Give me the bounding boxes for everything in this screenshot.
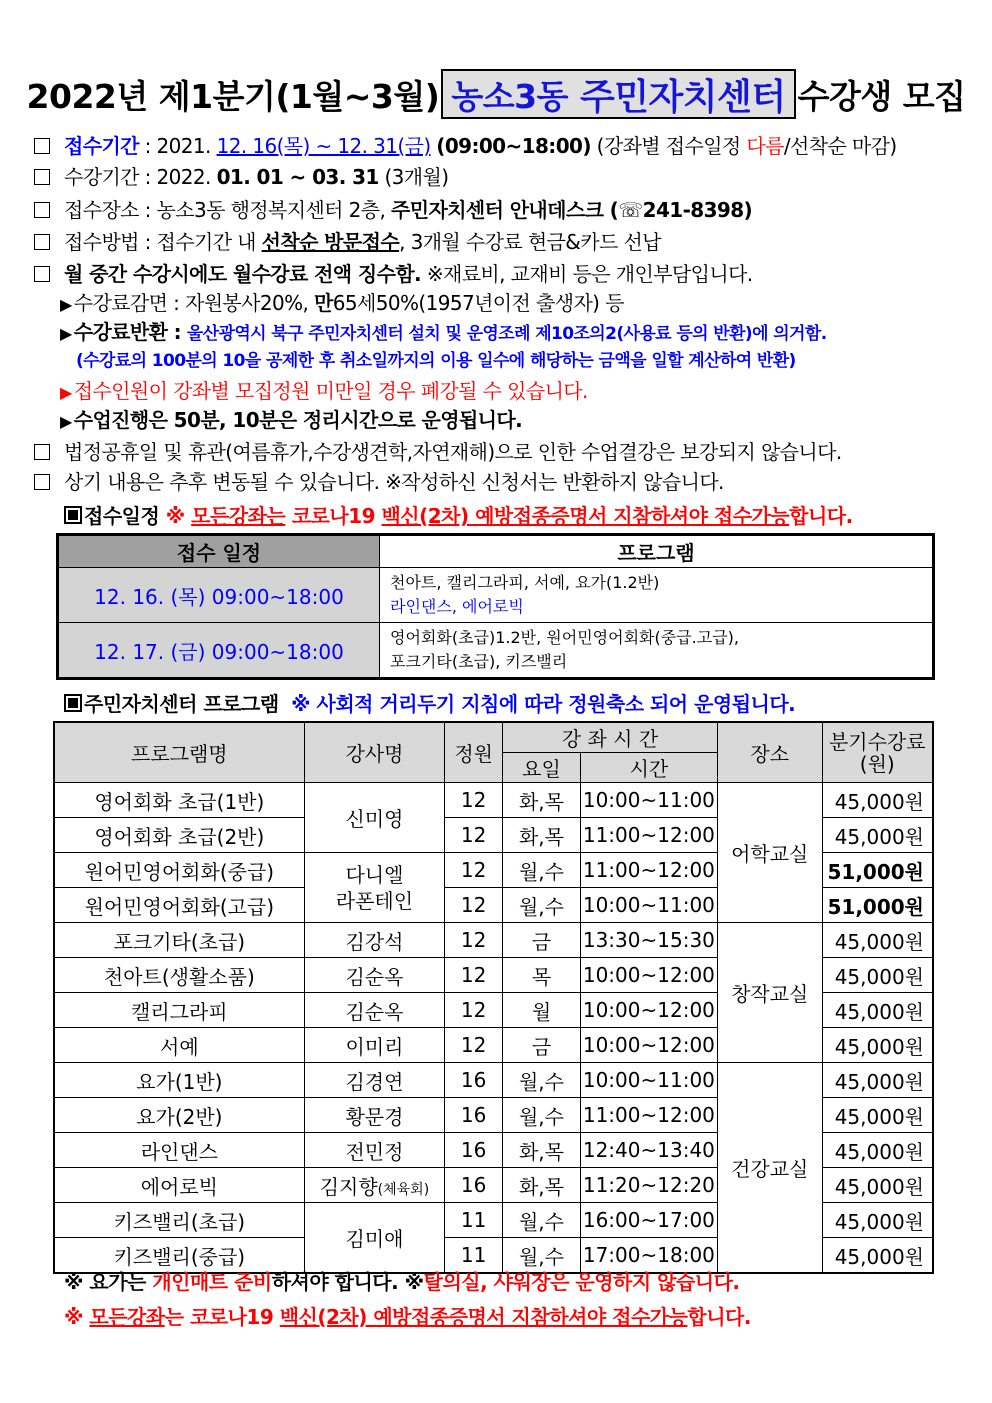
col-header-teacher: 강사명 <box>304 722 445 783</box>
info-registration-period: 접수기간 : 2021. 12. 16(목) ~ 12. 31(금) (09:00~18:00) (강좌별 접수일정 다름/선착순 마감) <box>34 132 897 160</box>
day: 월,수 <box>503 853 581 888</box>
day: 월 <box>503 993 581 1028</box>
info-course-period: 수강기간 : 2022. 01. 01 ~ 03. 31 (3개월) <box>34 163 448 191</box>
fee: 45,000원 <box>822 1203 933 1238</box>
programs-table <box>53 721 934 1274</box>
fee: 45,000원 <box>822 1028 933 1063</box>
program-name: 키즈밸리(초급) <box>54 1203 304 1238</box>
program-name: 요가(2반) <box>54 1098 304 1133</box>
teacher-name: 김강석 <box>304 923 445 958</box>
page-title <box>0 68 992 120</box>
checkbox-square-icon <box>34 266 50 282</box>
title-pre: 2022년 제1분기(1월~3월) <box>26 76 440 116</box>
col-header-time: 시간 <box>580 753 717 783</box>
checkbox-square-icon <box>34 169 50 185</box>
col-header-day: 요일 <box>503 753 581 783</box>
filled-square-icon <box>64 506 82 524</box>
col-header-name: 프로그램명 <box>54 722 304 783</box>
program-name: 키즈밸리(중급) <box>54 1238 304 1274</box>
program-name: 원어민영어회화(중급) <box>54 853 304 888</box>
day: 월,수 <box>503 1238 581 1274</box>
program-name: 라인댄스 <box>54 1133 304 1168</box>
fee: 45,000원 <box>822 923 933 958</box>
day: 화,목 <box>503 783 581 818</box>
time: 13:30~15:30 <box>580 923 717 958</box>
teacher-name: 김순옥 <box>304 958 445 993</box>
place: 어학교실 <box>717 783 822 923</box>
checkbox-square-icon <box>34 444 50 460</box>
col-header-fee: 분기수강료 (원) <box>822 722 933 783</box>
capacity: 12 <box>445 853 503 888</box>
col-header-place: 장소 <box>717 722 822 783</box>
day: 목 <box>503 958 581 993</box>
teacher-name: 김미애 <box>304 1203 445 1274</box>
info-fee-refund: ▶ 수강료반환 : 울산광역시 북구 주민자치센터 설치 및 운영조례 제10조의2(사용료 등의 반환)에 의거함. <box>60 320 827 344</box>
time: 10:00~12:00 <box>580 993 717 1028</box>
col-header-date: 접수 일정 <box>58 535 380 568</box>
teacher-name: 다니엘 라폰테인 <box>304 853 445 923</box>
capacity: 16 <box>445 1063 503 1098</box>
triangle-right-icon: ▶ <box>60 324 72 343</box>
checkbox-square-icon <box>34 202 50 218</box>
time: 10:00~12:00 <box>580 1028 717 1063</box>
capacity: 11 <box>445 1238 503 1274</box>
capacity: 11 <box>445 1203 503 1238</box>
time: 11:00~12:00 <box>580 818 717 853</box>
day: 금 <box>503 1028 581 1063</box>
triangle-right-icon: ▶ <box>60 383 72 402</box>
fee: 45,000원 <box>822 783 933 818</box>
info-subject-to-change: 상기 내용은 추후 변동될 수 있습니다. ※작성하신 신청서는 반환하지 않습니다. <box>34 468 724 496</box>
day: 월,수 <box>503 1063 581 1098</box>
table-row <box>54 783 933 818</box>
registration-schedule-table <box>56 533 935 680</box>
program-name: 에어로빅 <box>54 1168 304 1203</box>
time: 10:00~11:00 <box>580 783 717 818</box>
time: 10:00~12:00 <box>580 958 717 993</box>
program-name: 서예 <box>54 1028 304 1063</box>
title-highlight-box <box>441 69 795 119</box>
fee: 45,000원 <box>822 1098 933 1133</box>
teacher-name: 전민정 <box>304 1133 445 1168</box>
time: 17:00~18:00 <box>580 1238 717 1274</box>
program-name: 영어회화 초급(2반) <box>54 818 304 853</box>
info-monthly-fee-note: 월 중간 수강시에도 월수강료 전액 징수함. ※재료비, 교재비 등은 개인부담입니다. <box>34 260 753 288</box>
table-row <box>54 923 933 958</box>
capacity: 16 <box>445 1098 503 1133</box>
time: 10:00~11:00 <box>580 1063 717 1098</box>
fee: 51,000원 <box>822 853 933 888</box>
fee: 45,000원 <box>822 1133 933 1168</box>
checkbox-square-icon <box>34 474 50 490</box>
program-name: 천아트(생활소품) <box>54 958 304 993</box>
triangle-right-icon: ▶ <box>60 412 72 431</box>
schedule-programs: 천아트, 캘리그라피, 서예, 요가(1.2반) 라인댄스, 에어로빅 <box>380 568 934 623</box>
teacher-name: 김지향(체육회) <box>304 1168 445 1203</box>
time: 10:00~11:00 <box>580 888 717 923</box>
info-registration-place: 접수장소 : 농소3동 행정복지센터 2층, 주민자치센터 안내데스크 (☏241-8398) <box>34 196 752 224</box>
day: 월,수 <box>503 1203 581 1238</box>
time: 11:00~12:00 <box>580 1098 717 1133</box>
program-name: 원어민영어회화(고급) <box>54 888 304 923</box>
teacher-name: 신미영 <box>304 783 445 853</box>
footer-note-vaccine: ※ 모든강좌는 코로나19 백신(2차) 예방접종증명서 지참하셔야 접수가능합니다. <box>64 1305 751 1329</box>
col-header-capacity: 정원 <box>445 722 503 783</box>
time: 11:20~12:20 <box>580 1168 717 1203</box>
capacity: 12 <box>445 958 503 993</box>
col-header-time-group: 강 좌 시 간 <box>503 722 718 753</box>
info-class-duration: ▶ 수업진행은 50분, 10분은 정리시간으로 운영됩니다. <box>60 408 523 432</box>
time: 11:00~12:00 <box>580 853 717 888</box>
fee: 45,000원 <box>822 1168 933 1203</box>
day: 화,목 <box>503 1168 581 1203</box>
program-name: 영어회화 초급(1반) <box>54 783 304 818</box>
schedule-programs: 영어회화(초급)1.2반, 원어민영어회화(중급.고급), 포크기타(초급), 키즈밸리 <box>380 623 934 679</box>
teacher-name: 김순옥 <box>304 993 445 1028</box>
info-fee-discount: ▶ 수강료감면 : 자원봉사20%, 만65세50%(1957년이전 출생자) 등 <box>60 291 624 315</box>
capacity: 16 <box>445 1133 503 1168</box>
programs-heading: 주민자치센터 프로그램 ※ 사회적 거리두기 지침에 따라 정원축소 되어 운영됩니다. <box>64 688 795 717</box>
day: 화,목 <box>503 818 581 853</box>
day: 화,목 <box>503 1133 581 1168</box>
time: 12:40~13:40 <box>580 1133 717 1168</box>
capacity: 12 <box>445 923 503 958</box>
teacher-name: 김경연 <box>304 1063 445 1098</box>
program-name: 요가(1반) <box>54 1063 304 1098</box>
col-header-program: 프로그램 <box>380 535 934 568</box>
capacity: 12 <box>445 993 503 1028</box>
registration-schedule-heading: 접수일정 ※ 모든강좌는 코로나19 백신(2차) 예방접종증명서 지참하셔야 접수가능합니다. <box>64 500 853 529</box>
filled-square-icon <box>64 694 82 712</box>
day: 월,수 <box>503 888 581 923</box>
day: 금 <box>503 923 581 958</box>
title-post: 수강생 모집 <box>797 76 966 116</box>
capacity: 16 <box>445 1168 503 1203</box>
fee: 45,000원 <box>822 958 933 993</box>
table-row <box>54 1063 933 1098</box>
footer-note-yoga: ※ 요가는 개인매트 준비하셔야 합니다. ※탈의실, 샤워장은 운영하지 않습니다. <box>64 1270 740 1294</box>
teacher-name: 이미리 <box>304 1028 445 1063</box>
title-center: 주민자치센터 <box>579 76 786 118</box>
table-row <box>58 623 934 679</box>
capacity: 12 <box>445 1028 503 1063</box>
info-cancellation: ▶ 접수인원이 강좌별 모집정원 미만일 경우 폐강될 수 있습니다. <box>60 379 588 403</box>
schedule-date: 12. 17. (금) 09:00~18:00 <box>58 623 380 679</box>
capacity: 12 <box>445 818 503 853</box>
fee: 51,000원 <box>822 888 933 923</box>
title-dong: 농소3동 <box>451 76 568 116</box>
triangle-right-icon: ▶ <box>60 295 72 314</box>
schedule-date: 12. 16. (목) 09:00~18:00 <box>58 568 380 623</box>
place: 건강교실 <box>717 1063 822 1274</box>
fee: 45,000원 <box>822 818 933 853</box>
fee: 45,000원 <box>822 1063 933 1098</box>
capacity: 12 <box>445 783 503 818</box>
day: 월,수 <box>503 1098 581 1133</box>
table-row <box>58 568 934 623</box>
teacher-name: 황문경 <box>304 1098 445 1133</box>
info-registration-method: 접수방법 : 접수기간 내 선착순 방문접수, 3개월 수강료 현금&카드 선납 <box>34 228 661 256</box>
info-refund-detail: (수강료의 100분의 10을 공제한 후 취소일까지의 이용 일수에 해당하는 금액을 일할 계산하여 반환) <box>76 351 796 371</box>
info-holidays: 법정공휴일 및 휴관(여름휴가,수강생견학,자연재해)으로 인한 수업결강은 보강되지 않습니다. <box>34 438 842 466</box>
program-name: 포크기타(초급) <box>54 923 304 958</box>
checkbox-square-icon <box>34 138 50 154</box>
place: 창작교실 <box>717 923 822 1063</box>
checkbox-square-icon <box>34 234 50 250</box>
fee: 45,000원 <box>822 993 933 1028</box>
time: 16:00~17:00 <box>580 1203 717 1238</box>
fee: 45,000원 <box>822 1238 933 1274</box>
capacity: 12 <box>445 888 503 923</box>
program-name: 캘리그라피 <box>54 993 304 1028</box>
